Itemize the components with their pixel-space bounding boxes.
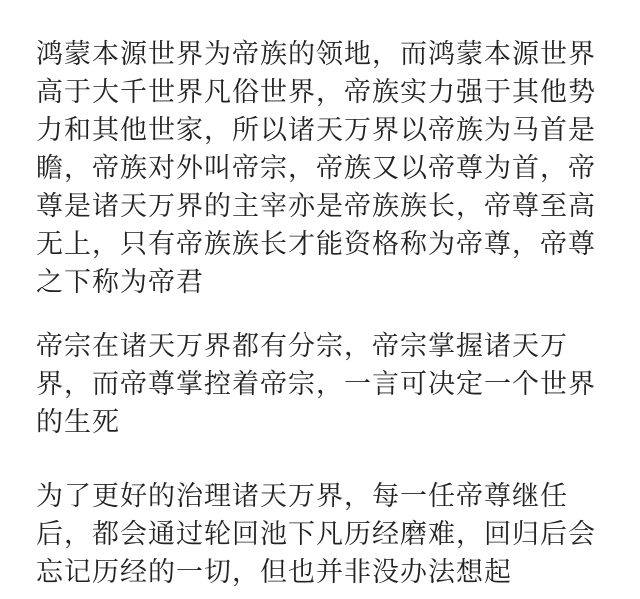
text-line: 尊是诸天万界的主宰亦是帝族族长，帝尊至高: [36, 191, 596, 222]
text-line: 鸿蒙本源世界为帝族的领地，而鸿蒙本源世界: [36, 39, 596, 70]
text-line: 界，而帝尊掌控着帝宗，一言可决定一个世界: [36, 369, 596, 400]
text-line: 为了更好的治理诸天万界，每一任帝尊继任: [36, 481, 568, 512]
paragraph-2: [36, 328, 616, 442]
paragraph-1: [36, 36, 616, 302]
paragraph-3: [36, 478, 616, 592]
text-line: 瞻，帝族对外叫帝宗，帝族又以帝尊为首，帝: [36, 153, 596, 184]
text-line: 力和其他世家，所以诸天万界以帝族为马首是: [36, 115, 596, 146]
text-line: 无上，只有帝族族长才能资格称为帝尊，帝尊: [36, 229, 596, 260]
text-line: 的生死: [36, 407, 120, 438]
text-line: 高于大千世界凡俗世界，帝族实力强于其他势: [36, 77, 596, 108]
text-line: 忘记历经的一切，但也并非没办法想起: [36, 557, 512, 588]
text-line: 后，都会通过轮回池下凡历经磨难，回归后会: [36, 519, 596, 550]
text-line: 帝宗在诸天万界都有分宗，帝宗掌握诸天万: [36, 331, 568, 362]
text-line: 之下称为帝君: [36, 267, 204, 298]
